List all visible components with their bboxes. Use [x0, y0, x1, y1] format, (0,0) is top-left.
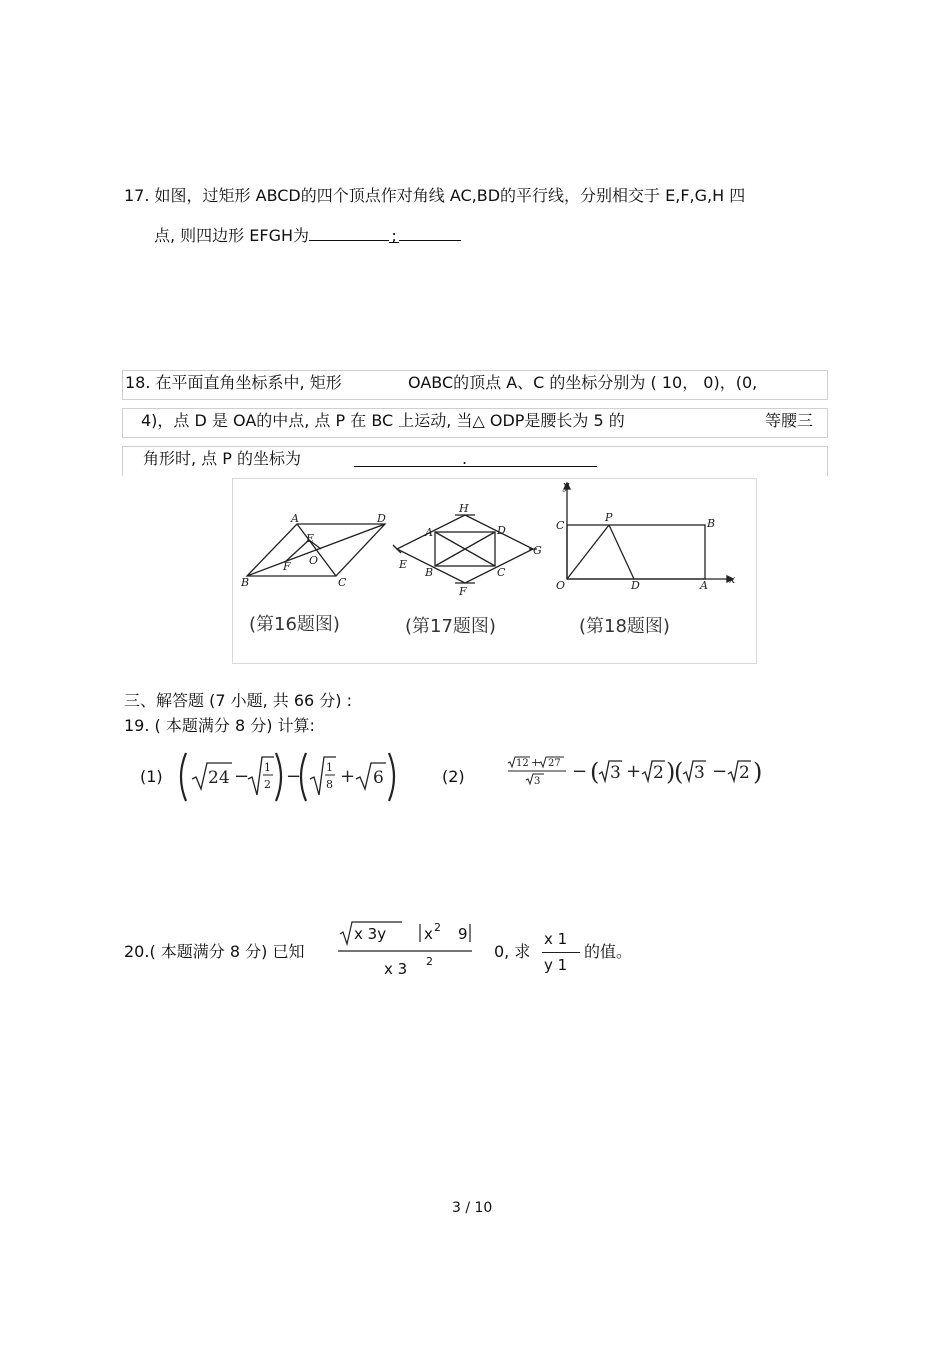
q17-answer-blank-2 — [399, 224, 461, 241]
fig17-caption: (第17题图) — [405, 616, 496, 637]
q19-p2-lparen1: ( — [590, 758, 600, 786]
fig16-label-c: C — [338, 576, 347, 589]
q20-target-bar — [542, 952, 580, 953]
q19-p2-minus1: − — [572, 761, 588, 782]
q18-line1b: OABC的顶点 A、C 的坐标分别为 ( 10， 0)，(0, — [408, 373, 758, 392]
fig16-diagram — [247, 524, 385, 576]
q19-p2-r3a: 3 — [610, 763, 621, 783]
q19-p2-plus1: + — [531, 756, 541, 769]
q19-p1-half-den: 2 — [264, 778, 271, 791]
fig16-label-o: O — [309, 554, 319, 567]
fig18-label-b: B — [707, 517, 716, 530]
q19-p2-minus2: − — [712, 761, 728, 782]
fig16-label-a: A — [291, 512, 299, 525]
q19-p2-rparen2: ) — [753, 758, 763, 786]
q18-line3-text: 角形时, 点 P 的坐标为 — [143, 449, 301, 468]
fig16-caption: (第16题图) — [249, 614, 340, 635]
section3-heading: 三、解答题 (7 小题, 共 66 分) : — [124, 691, 353, 710]
fig18-label-a: A — [700, 579, 708, 592]
q19-p2-r3b: 3 — [694, 763, 705, 783]
q19-p1-plus: + — [340, 766, 356, 787]
q19-p1-minus1: − — [234, 766, 250, 787]
fig18-diagram — [564, 483, 733, 582]
fig17-diagram — [393, 515, 537, 583]
q20-num-abs-9: 9 — [458, 925, 468, 943]
fig18-caption: (第18题图) — [579, 616, 670, 637]
fig16-label-b: B — [241, 576, 250, 589]
q17-line2-text: 点, 则四边形 EFGH为 — [154, 226, 310, 245]
fig16-label-d: D — [377, 512, 386, 525]
q17-separator: ; — [389, 226, 399, 243]
q19-p1-eighth-num: 1 — [326, 761, 333, 774]
fig18-label-d: D — [631, 579, 640, 592]
q19-p2-r12: 12 — [516, 758, 529, 769]
q20-den: x 3 — [384, 960, 408, 978]
fig18-label-c: C — [556, 519, 565, 532]
q19-header: 19. ( 本题满分 8 分) 计算: — [124, 716, 315, 735]
q18-answer-blank — [354, 466, 597, 467]
fig17-label-d: D — [497, 524, 506, 537]
q19-part1-expression — [176, 749, 401, 805]
q20-num-abs-exp: 2 — [434, 921, 441, 934]
fig18-labels — [556, 479, 736, 592]
fig17-label-h: H — [459, 502, 469, 515]
fig16-label-f: F — [283, 560, 291, 573]
fig18-label-y: y — [563, 479, 570, 492]
q20-suffix: 的值。 — [584, 942, 633, 961]
q20-target-fraction — [542, 930, 582, 976]
q20-prefix: 20.( 本题满分 8 分) 已知 — [124, 942, 305, 961]
q19-p1-eighth-den: 8 — [326, 778, 333, 791]
q19-p1-r6: 6 — [373, 768, 384, 788]
fig17-label-f: F — [459, 585, 467, 598]
q18-line2b: 等腰三 — [765, 411, 814, 430]
q20-den-exp: 2 — [426, 955, 433, 968]
fig17-label-b: B — [425, 566, 434, 579]
q18-answer-dot: . — [462, 449, 468, 468]
q18-line3 — [143, 449, 301, 469]
q19-p2-r3-den: 3 — [534, 776, 541, 787]
fig17-label-a: A — [425, 526, 433, 539]
q20-num-sqrt-content: x 3y — [354, 925, 387, 943]
q19-p2-r2b: 2 — [739, 763, 750, 783]
q18-line2a: 4)，点 D 是 OA的中点, 点 P 在 BC 上运动, 当△ ODP是腰长为 5 的 — [141, 411, 625, 430]
q19-part1-label: (1) — [140, 767, 163, 786]
fig18-label-o: O — [556, 579, 566, 592]
q19-p1-r24: 24 — [208, 768, 230, 788]
q19-p2-rparen1: ) — [666, 758, 676, 786]
q20-target-num: x 1 — [544, 930, 568, 948]
fig17-label-g: G — [533, 544, 542, 557]
q19-p2-r2a: 2 — [653, 763, 664, 783]
q19-p1-half-num: 1 — [264, 761, 271, 774]
figures-panel — [232, 478, 757, 664]
fig18-label-p: P — [605, 511, 613, 524]
q19-part2-label: (2) — [442, 767, 465, 786]
q17-answer-blank-1 — [309, 224, 389, 241]
fig18-label-x: x — [729, 573, 736, 586]
q20-fraction — [338, 918, 474, 980]
page-number: 3 / 10 — [452, 1200, 493, 1216]
q20-target-den: y 1 — [544, 956, 568, 974]
fig16-label-e: E — [306, 532, 315, 545]
q19-p2-r27: 27 — [548, 758, 561, 769]
q17-line2 — [154, 224, 461, 246]
q20-num-abs-x: x — [424, 925, 433, 943]
q19-p2-lparen2: ( — [674, 758, 684, 786]
q19-p2-plus2: + — [626, 761, 642, 782]
q18-line1a: 18. 在平面直角坐标系中, 矩形 — [125, 373, 342, 392]
q17-line1: 17. 如图，过矩形 ABCD的四个顶点作对角线 AC,BD的平行线，分别相交于 E,F,G,H 四 — [124, 186, 746, 205]
fig17-label-e: E — [399, 558, 408, 571]
q20-eq: 0, 求 — [494, 942, 531, 961]
q19-p1-minus2: − — [286, 766, 302, 787]
q19-part2-expression — [506, 755, 768, 795]
fig17-label-c: C — [497, 566, 506, 579]
